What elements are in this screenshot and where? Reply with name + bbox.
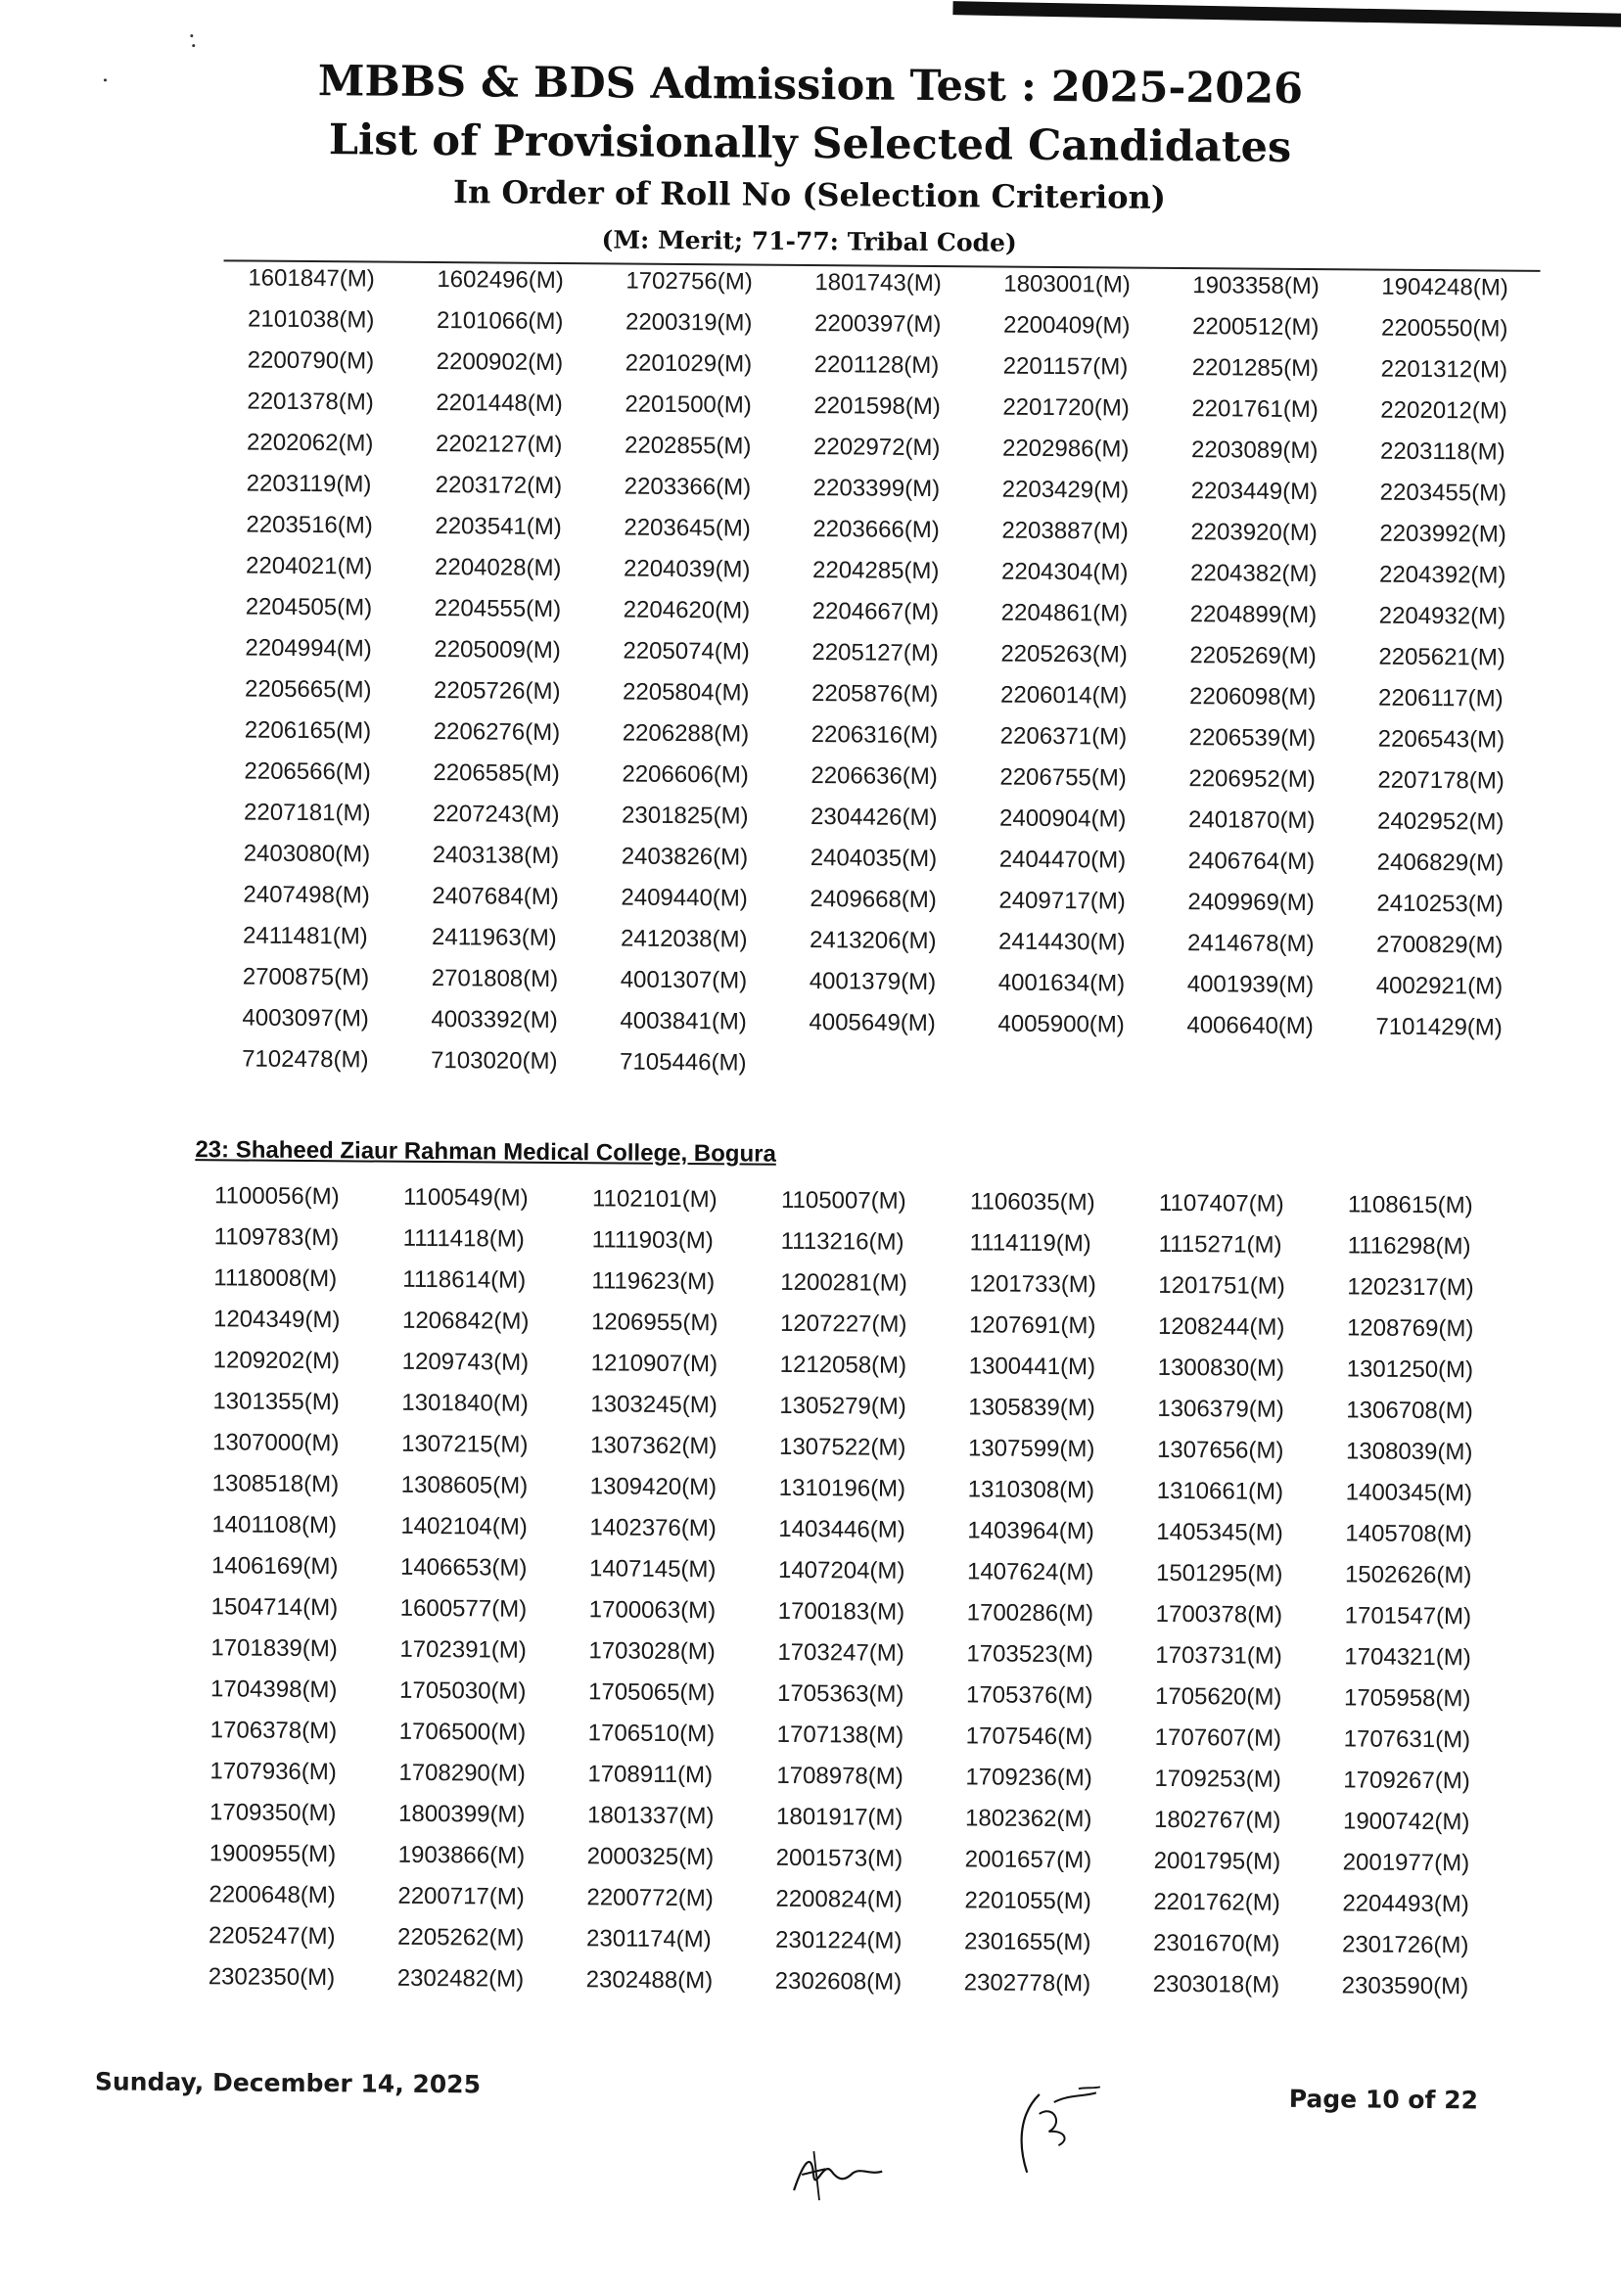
roll-number: 1310661(M)	[1156, 1477, 1284, 1505]
roll-number: 1706378(M)	[209, 1717, 338, 1745]
roll-number: 2412038(M)	[620, 925, 748, 953]
roll-number: 2206543(M)	[1377, 725, 1505, 754]
roll-number: 1307599(M)	[967, 1435, 1095, 1463]
roll-number: 2201720(M)	[1002, 393, 1130, 422]
roll-number: 7105446(M)	[620, 1048, 747, 1077]
roll-number: 2204555(M)	[434, 595, 562, 623]
roll-number: 1504714(M)	[210, 1593, 339, 1622]
code-legend: (M: Merit; 71-77: Tribal Code)	[601, 225, 1017, 257]
roll-number: 1405708(M)	[1345, 1520, 1472, 1548]
roll-number: 2404035(M)	[810, 845, 938, 873]
roll-number: 1206955(M)	[590, 1309, 718, 1337]
roll-number: 2204994(M)	[245, 634, 372, 663]
roll-number: 1400345(M)	[1345, 1479, 1473, 1507]
roll-number: 2407684(M)	[432, 883, 559, 911]
roll-number: 2204304(M)	[1000, 558, 1129, 586]
roll-number: 1307215(M)	[400, 1430, 529, 1458]
roll-number: 1208244(M)	[1157, 1312, 1285, 1341]
roll-number: 1100056(M)	[213, 1182, 340, 1211]
roll-number: 2201762(M)	[1153, 1888, 1280, 1916]
roll-number: 2409717(M)	[998, 887, 1126, 915]
roll-number: 2207178(M)	[1377, 766, 1505, 795]
roll-number: 1107407(M)	[1158, 1189, 1284, 1217]
roll-number: 2700875(M)	[242, 963, 370, 991]
roll-number: 2301655(M)	[963, 1928, 1091, 1956]
roll-number: 1700378(M)	[1155, 1600, 1283, 1629]
roll-number: 2204505(M)	[245, 593, 373, 621]
roll-number: 2205876(M)	[810, 680, 939, 709]
roll-number: 2201312(M)	[1380, 355, 1508, 384]
roll-number: 1118008(M)	[213, 1264, 338, 1293]
roll-number: 1407204(M)	[777, 1556, 905, 1584]
roll-number: 1705030(M)	[398, 1676, 527, 1705]
roll-number: 2200824(M)	[775, 1885, 903, 1913]
roll-number: 2205074(M)	[623, 637, 750, 666]
roll-number: 1502626(M)	[1344, 1561, 1472, 1589]
roll-number: 2205263(M)	[1000, 640, 1128, 668]
roll-number: 1801337(M)	[586, 1802, 715, 1830]
roll-number: 1301840(M)	[401, 1389, 529, 1417]
roll-number: 2701808(M)	[431, 965, 559, 993]
roll-number: 1306708(M)	[1346, 1397, 1473, 1425]
roll-number: 1701547(M)	[1344, 1602, 1472, 1630]
roll-number: 2205009(M)	[434, 636, 561, 665]
roll-number: 1402376(M)	[589, 1514, 717, 1542]
roll-number: 1707631(M)	[1343, 1725, 1471, 1754]
roll-number: 7101429(M)	[1375, 1013, 1503, 1041]
roll-number: 2404470(M)	[998, 846, 1127, 874]
roll-number: 1700063(M)	[588, 1596, 717, 1625]
roll-number: 2203119(M)	[246, 470, 372, 498]
roll-number: 1702391(M)	[399, 1635, 527, 1664]
roll-number: 1407624(M)	[966, 1558, 1094, 1586]
roll-number: 1200281(M)	[780, 1268, 907, 1297]
roll-number: 1709267(M)	[1343, 1767, 1470, 1795]
page-title: MBBS & BDS Admission Test : 2025-2026	[317, 57, 1304, 114]
roll-number: 1702756(M)	[625, 267, 753, 296]
roll-number: 2203516(M)	[246, 511, 373, 539]
roll-number: 2203089(M)	[1190, 436, 1319, 465]
roll-number: 2200648(M)	[208, 1881, 336, 1909]
roll-number: 2205726(M)	[433, 677, 561, 706]
college-roll-list	[208, 1175, 1538, 2008]
roll-number: 4005900(M)	[997, 1010, 1125, 1038]
roll-number: 2203455(M)	[1379, 479, 1507, 507]
roll-number: 2302608(M)	[774, 1967, 903, 1996]
roll-number: 1204349(M)	[212, 1306, 341, 1334]
roll-number: 2206606(M)	[622, 760, 749, 789]
roll-number: 2200902(M)	[436, 348, 564, 377]
roll-number: 2206539(M)	[1188, 724, 1317, 753]
roll-number: 2413206(M)	[809, 927, 937, 955]
roll-number: 1705620(M)	[1154, 1682, 1282, 1711]
roll-number: 2303018(M)	[1152, 1970, 1280, 1998]
roll-number: 1709350(M)	[208, 1799, 337, 1827]
roll-number: 1900955(M)	[208, 1840, 337, 1868]
roll-number: 1700286(M)	[966, 1599, 1094, 1628]
roll-number: 2403080(M)	[243, 840, 371, 868]
roll-number: 1209743(M)	[401, 1348, 530, 1376]
roll-number: 2201448(M)	[436, 390, 563, 418]
roll-number: 1119623(M)	[591, 1267, 716, 1296]
roll-number: 1705065(M)	[587, 1678, 716, 1707]
roll-number: 2204392(M)	[1378, 561, 1506, 589]
roll-number: 1401108(M)	[211, 1511, 338, 1539]
roll-number: 1703028(M)	[588, 1637, 716, 1666]
roll-number: 1116298(M)	[1347, 1232, 1471, 1261]
roll-number: 2205621(M)	[1378, 643, 1505, 671]
roll-number: 2201378(M)	[247, 388, 374, 416]
roll-number: 2000325(M)	[586, 1843, 715, 1871]
roll-number: 1106035(M)	[969, 1188, 1095, 1217]
roll-number: 2202012(M)	[1380, 396, 1507, 425]
roll-number: 1105007(M)	[780, 1186, 906, 1215]
roll-number: 1113216(M)	[780, 1227, 904, 1256]
roll-number: 1118614(M)	[402, 1265, 527, 1294]
roll-number: 2205804(M)	[622, 678, 750, 707]
roll-number: 2204493(M)	[1342, 1890, 1469, 1918]
roll-number: 2206755(M)	[999, 763, 1127, 792]
roll-number: 2206316(M)	[810, 721, 939, 750]
roll-number: 1300441(M)	[968, 1353, 1096, 1381]
roll-number: 2410253(M)	[1376, 890, 1504, 918]
roll-number: 1102101(M)	[591, 1185, 718, 1214]
scan-speck	[104, 78, 107, 81]
roll-number: 1300830(M)	[1157, 1354, 1285, 1382]
roll-number: 2200790(M)	[247, 346, 375, 375]
roll-number: 1207691(M)	[968, 1311, 1096, 1340]
roll-number: 4001939(M)	[1186, 971, 1315, 999]
roll-number: 4006640(M)	[1186, 1012, 1314, 1040]
roll-number: 1208769(M)	[1346, 1314, 1474, 1343]
roll-number: 2206566(M)	[244, 758, 371, 786]
roll-number: 1310196(M)	[778, 1474, 906, 1502]
roll-number: 1802767(M)	[1153, 1806, 1281, 1834]
roll-number: 2207243(M)	[432, 801, 560, 829]
roll-number: 1402104(M)	[400, 1512, 528, 1540]
roll-number: 2409440(M)	[621, 884, 748, 912]
roll-number: 1301250(M)	[1346, 1355, 1474, 1384]
roll-number: 2206098(M)	[1188, 683, 1317, 712]
page-subtitle: List of Provisionally Selected Candidates	[328, 115, 1292, 172]
roll-number: 2201157(M)	[1002, 352, 1129, 381]
roll-number: 1308605(M)	[400, 1471, 529, 1499]
roll-number: 2302350(M)	[208, 1963, 336, 1992]
roll-number: 2301224(M)	[774, 1926, 903, 1954]
roll-number: 2303590(M)	[1341, 1972, 1469, 2000]
roll-number: 2206371(M)	[999, 722, 1128, 751]
roll-number: 2401870(M)	[1187, 806, 1316, 835]
roll-number: 2202127(M)	[435, 431, 563, 459]
roll-number: 2302482(M)	[396, 1964, 525, 1993]
order-caption: In Order of Roll No (Selection Criterion)	[452, 173, 1167, 216]
roll-number: 2414678(M)	[1186, 930, 1315, 958]
roll-number: 1201733(M)	[969, 1270, 1096, 1299]
roll-number: 2201761(M)	[1191, 395, 1319, 424]
roll-number: 2203992(M)	[1379, 520, 1506, 548]
roll-number: 4001634(M)	[997, 969, 1126, 997]
signature-2-icon	[1009, 2085, 1118, 2183]
roll-number: 1900742(M)	[1342, 1808, 1470, 1836]
roll-number: 1704398(M)	[209, 1676, 338, 1704]
roll-number: 2204861(M)	[1000, 599, 1129, 627]
roll-number: 2203366(M)	[624, 473, 752, 501]
roll-number: 2400904(M)	[998, 804, 1127, 833]
roll-number: 2206276(M)	[433, 718, 561, 747]
roll-number: 1706510(M)	[587, 1720, 716, 1748]
roll-number: 2403138(M)	[432, 842, 560, 870]
roll-number: 2200512(M)	[1191, 313, 1320, 342]
roll-number: 2206585(M)	[433, 759, 560, 788]
roll-number: 2203645(M)	[624, 514, 751, 542]
roll-number: 1301355(M)	[212, 1388, 340, 1416]
roll-number: 1701839(M)	[210, 1634, 338, 1663]
roll-number: 1114119(M)	[969, 1229, 1091, 1258]
roll-number: 1700183(M)	[777, 1597, 905, 1626]
roll-number: 2204021(M)	[245, 552, 373, 580]
roll-number: 2204620(M)	[623, 596, 751, 624]
roll-number: 1202317(M)	[1347, 1273, 1474, 1302]
roll-number: 1801743(M)	[814, 269, 942, 298]
roll-number: 4001379(M)	[809, 968, 937, 996]
roll-number: 2203666(M)	[812, 516, 940, 544]
roll-number: 1903866(M)	[397, 1841, 526, 1869]
roll-number: 2200409(M)	[1002, 311, 1131, 340]
roll-number: 1108615(M)	[1347, 1191, 1473, 1219]
roll-number: 1305839(M)	[968, 1394, 1095, 1422]
roll-number: 4003097(M)	[242, 1004, 369, 1033]
roll-number: 2301174(M)	[585, 1925, 712, 1953]
signature-1-icon	[784, 2132, 893, 2211]
roll-number: 2205269(M)	[1189, 642, 1317, 670]
roll-number: 2411963(M)	[432, 924, 557, 952]
roll-number: 2700829(M)	[1375, 931, 1504, 959]
roll-number: 1305279(M)	[779, 1392, 906, 1420]
roll-number: 2205127(M)	[811, 639, 939, 667]
roll-number: 2201055(M)	[964, 1887, 1091, 1915]
roll-number: 2203429(M)	[1001, 476, 1130, 504]
roll-number: 1310308(M)	[967, 1476, 1095, 1504]
roll-number: 2204932(M)	[1378, 602, 1506, 630]
roll-number: 2207181(M)	[243, 799, 371, 827]
roll-number: 2206165(M)	[244, 716, 372, 745]
roll-number: 1800399(M)	[397, 1800, 526, 1828]
roll-number: 1705363(M)	[776, 1679, 904, 1708]
roll-number: 1707546(M)	[965, 1722, 1093, 1751]
roll-number: 2001795(M)	[1153, 1847, 1281, 1875]
roll-number: 2406764(M)	[1187, 848, 1316, 876]
roll-number: 2204382(M)	[1189, 560, 1318, 588]
roll-number: 1501295(M)	[1155, 1559, 1283, 1587]
roll-number: 2206636(M)	[810, 762, 938, 791]
roll-number: 2204285(M)	[811, 557, 940, 585]
roll-number: 2200319(M)	[625, 308, 753, 337]
roll-number: 2001977(M)	[1342, 1849, 1470, 1877]
roll-number: 1703523(M)	[966, 1640, 1093, 1669]
roll-number: 1207227(M)	[779, 1309, 907, 1338]
roll-number: 2204028(M)	[434, 554, 562, 582]
roll-number: 2205262(M)	[396, 1923, 525, 1952]
roll-number: 2201128(M)	[813, 351, 940, 380]
roll-number: 1706500(M)	[398, 1718, 527, 1746]
roll-number: 1306379(M)	[1157, 1395, 1284, 1423]
roll-number: 2403826(M)	[621, 843, 749, 871]
roll-number: 1111418(M)	[402, 1224, 525, 1253]
roll-number: 2204039(M)	[623, 555, 751, 583]
roll-number: 1903358(M)	[1192, 272, 1320, 300]
roll-number: 1308518(M)	[211, 1470, 340, 1498]
roll-number: 2407498(M)	[243, 881, 370, 909]
page-number: Page 10 of 22	[1288, 2084, 1479, 2115]
roll-number: 2101066(M)	[436, 307, 564, 336]
roll-number: 1403964(M)	[967, 1517, 1094, 1545]
roll-number: 1709236(M)	[965, 1764, 1092, 1792]
roll-number: 2200550(M)	[1380, 314, 1508, 343]
roll-number: 2202855(M)	[624, 432, 752, 460]
roll-number: 1403446(M)	[778, 1515, 905, 1543]
roll-number: 1407145(M)	[588, 1555, 717, 1584]
roll-number: 2302488(M)	[585, 1966, 714, 1995]
roll-number: 2201500(M)	[625, 390, 752, 419]
roll-number: 4005649(M)	[809, 1009, 936, 1037]
roll-number: 1406653(M)	[399, 1553, 528, 1582]
roll-number: 7103020(M)	[431, 1047, 558, 1076]
roll-number: 7102478(M)	[242, 1045, 369, 1074]
roll-number: 1904248(M)	[1381, 273, 1508, 301]
roll-number: 1210907(M)	[590, 1350, 718, 1378]
roll-number: 1602496(M)	[437, 266, 564, 295]
roll-number: 2409668(M)	[810, 886, 937, 914]
roll-number: 1708911(M)	[587, 1761, 714, 1789]
roll-number: 1307522(M)	[778, 1433, 906, 1461]
roll-number: 4003392(M)	[431, 1006, 558, 1034]
scan-edge-bar	[952, 1, 1621, 27]
roll-number: 2201285(M)	[1191, 354, 1320, 383]
roll-number: 1307000(M)	[211, 1429, 340, 1457]
roll-number: 1708978(M)	[776, 1762, 903, 1790]
scan-speck	[192, 44, 195, 47]
roll-number: 1100549(M)	[402, 1183, 529, 1212]
roll-number: 1212058(M)	[779, 1351, 907, 1379]
roll-number: 2203399(M)	[812, 475, 941, 503]
roll-number: 1406169(M)	[210, 1552, 339, 1581]
roll-number: 1705958(M)	[1343, 1684, 1471, 1713]
roll-number: 2203541(M)	[435, 513, 562, 541]
roll-number: 2302778(M)	[963, 1969, 1091, 1998]
roll-number: 2001657(M)	[964, 1846, 1092, 1874]
roll-number: 2001573(M)	[775, 1844, 903, 1872]
roll-number: 1309420(M)	[589, 1473, 718, 1501]
roll-number: 2301670(M)	[1152, 1929, 1280, 1957]
roll-number: 2101038(M)	[247, 305, 375, 334]
roll-number: 2409969(M)	[1187, 889, 1315, 917]
roll-number: 1703731(M)	[1155, 1641, 1282, 1670]
roll-number: 2203449(M)	[1190, 478, 1319, 506]
roll-number: 1708290(M)	[398, 1759, 526, 1787]
roll-number: 1703247(M)	[777, 1638, 904, 1667]
college-heading: 23: Shaheed Ziaur Rahman Medical College, Bogura	[195, 1136, 776, 1168]
roll-number: 1600577(M)	[399, 1594, 528, 1623]
roll-number: 1707936(M)	[209, 1758, 337, 1786]
roll-number: 2203887(M)	[1001, 517, 1129, 545]
roll-number: 1109783(M)	[213, 1223, 340, 1252]
roll-number: 2414430(M)	[997, 928, 1126, 956]
roll-number: 2201598(M)	[813, 392, 941, 421]
roll-number: 1206842(M)	[401, 1307, 530, 1335]
roll-number: 1111903(M)	[591, 1226, 714, 1255]
roll-number: 4001307(M)	[620, 966, 748, 994]
roll-number: 1307656(M)	[1156, 1436, 1284, 1464]
roll-number: 2203172(M)	[435, 472, 563, 500]
roll-number: 1803001(M)	[1003, 270, 1131, 298]
roll-number: 2203118(M)	[1379, 437, 1505, 466]
roll-number: 2411481(M)	[243, 922, 368, 950]
roll-number: 2201029(M)	[625, 349, 753, 378]
roll-number: 1303245(M)	[590, 1391, 718, 1419]
scan-speck	[190, 34, 193, 37]
continued-roll-list	[242, 258, 1571, 1091]
roll-number: 2206117(M)	[1377, 684, 1504, 712]
roll-number: 1707138(M)	[776, 1721, 904, 1749]
roll-number: 2301726(M)	[1341, 1931, 1469, 1959]
roll-number: 1704321(M)	[1344, 1643, 1471, 1672]
roll-number: 1709253(M)	[1154, 1765, 1281, 1793]
roll-number: 4002921(M)	[1375, 972, 1504, 1000]
roll-number: 2203920(M)	[1190, 519, 1318, 547]
roll-number: 4003841(M)	[620, 1007, 747, 1035]
roll-number: 2205247(M)	[208, 1922, 336, 1951]
roll-number: 2304426(M)	[810, 804, 938, 832]
roll-number: 1705376(M)	[965, 1681, 1093, 1710]
roll-number: 2200397(M)	[813, 310, 942, 339]
roll-number: 1201751(M)	[1158, 1271, 1285, 1300]
roll-number: 2202062(M)	[246, 429, 374, 457]
roll-number: 2406829(M)	[1376, 849, 1505, 877]
roll-number: 2206014(M)	[999, 681, 1128, 710]
roll-number: 2402952(M)	[1376, 807, 1505, 836]
roll-number: 2206952(M)	[1188, 765, 1316, 794]
roll-number: 2206288(M)	[622, 719, 750, 748]
roll-number: 1308039(M)	[1345, 1438, 1473, 1466]
roll-number: 2204899(M)	[1189, 601, 1318, 629]
roll-number: 1209202(M)	[212, 1347, 341, 1375]
roll-number: 2204667(M)	[811, 598, 940, 626]
roll-number: 1802362(M)	[964, 1805, 1092, 1833]
roll-number: 1115271(M)	[1158, 1230, 1282, 1259]
print-date: Sunday, December 14, 2025	[94, 2067, 482, 2099]
roll-number: 2301825(M)	[621, 802, 749, 830]
roll-number: 1601847(M)	[248, 264, 375, 293]
roll-number: 2200717(M)	[397, 1882, 525, 1910]
roll-number: 2200772(M)	[586, 1884, 714, 1912]
roll-number: 1307362(M)	[589, 1432, 718, 1460]
roll-number: 2202986(M)	[1001, 435, 1130, 463]
roll-number: 1405345(M)	[1156, 1518, 1283, 1546]
roll-number: 1801917(M)	[775, 1803, 903, 1831]
roll-number: 1707607(M)	[1154, 1723, 1282, 1752]
roll-number: 2205665(M)	[244, 675, 372, 704]
roll-number: 2202972(M)	[812, 434, 941, 462]
